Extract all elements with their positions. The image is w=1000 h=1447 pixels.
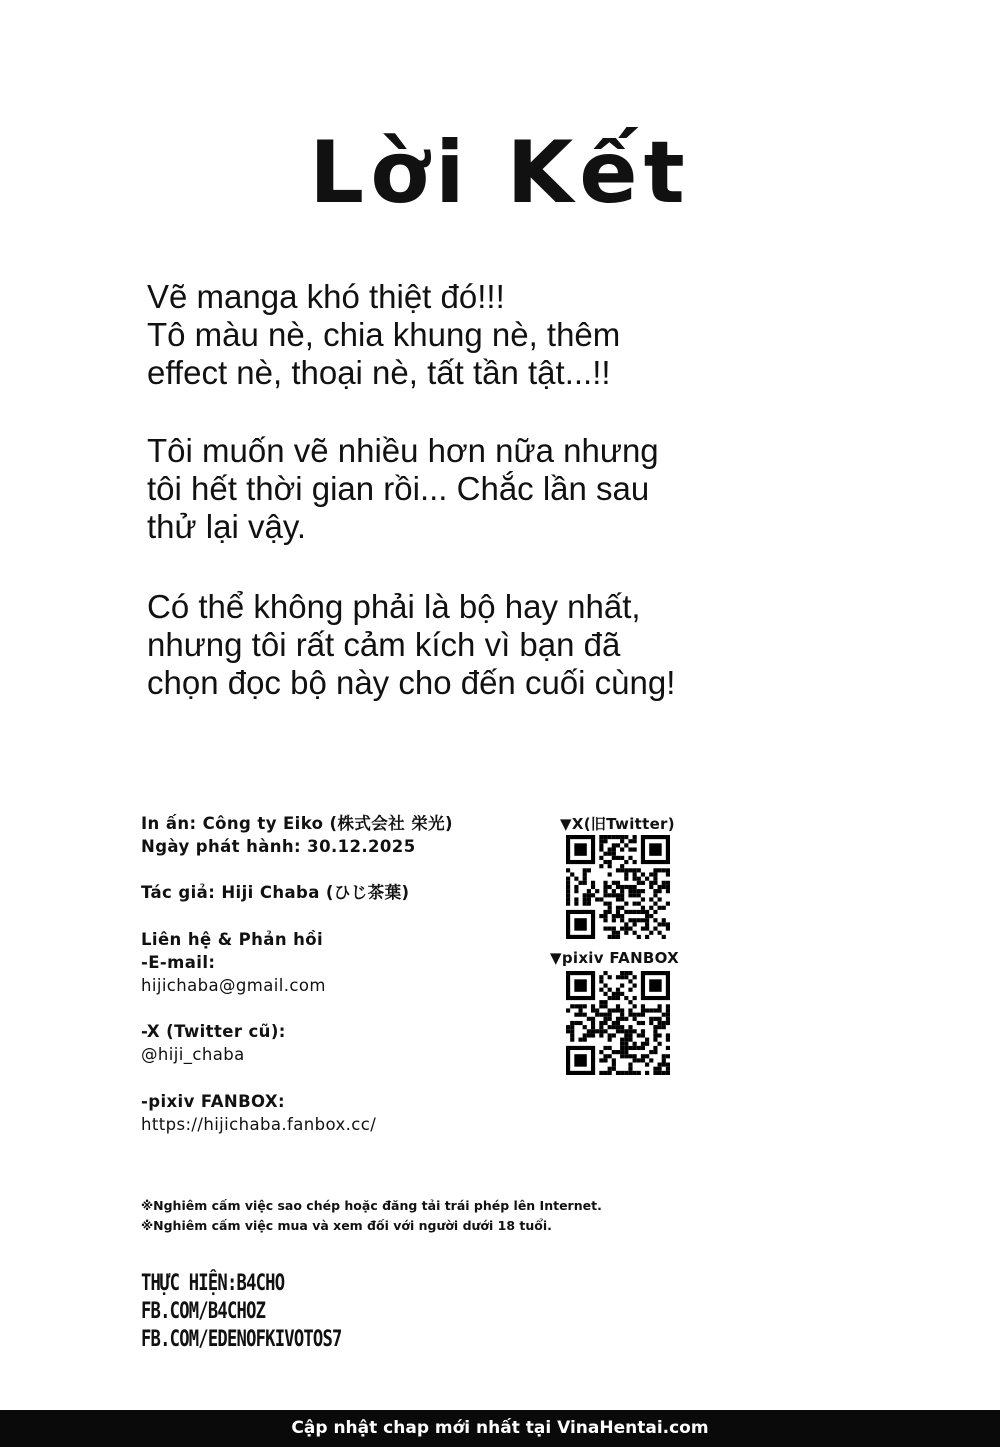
release-date: Ngày phát hành: 30.12.2025 bbox=[141, 837, 416, 856]
paragraph-line: Vẽ manga khó thiệt đó!!! bbox=[147, 278, 505, 315]
x-qr-code[interactable] bbox=[566, 835, 670, 939]
credit-line: FB.COM/B4CHOZ bbox=[141, 1299, 266, 1324]
fanbox-url[interactable]: https://hijichaba.fanbox.cc/ bbox=[141, 1115, 377, 1134]
translation-credits bbox=[141, 1270, 342, 1354]
x-handle[interactable]: @hiji_chaba bbox=[141, 1045, 245, 1064]
paragraph-line: chọn đọc bộ này cho đến cuối cùng! bbox=[147, 664, 676, 701]
email-label: -E-mail: bbox=[141, 953, 216, 972]
x-contact bbox=[141, 1020, 541, 1066]
note-copy: ※Nghiêm cấm việc sao chép hoặc đăng tải trái phép lên Internet. bbox=[141, 1198, 602, 1213]
contact-heading: Liên hệ & Phản hồi bbox=[141, 930, 324, 949]
afterword-paragraph-2 bbox=[147, 432, 787, 546]
legal-notes bbox=[141, 1196, 602, 1236]
note-age: ※Nghiêm cấm việc mua và xem đối với người dưới 18 tuổi. bbox=[141, 1218, 552, 1233]
paragraph-line: Tôi muốn vẽ nhiều hơn nữa nhưng bbox=[147, 432, 659, 469]
credit-line: THỰC HIỆN:B4CHO bbox=[141, 1271, 285, 1296]
author-info bbox=[141, 881, 541, 904]
fanbox-label: -pixiv FANBOX: bbox=[141, 1092, 286, 1111]
footer-banner[interactable]: Cập nhật chap mới nhất tại VinaHentai.com bbox=[0, 1410, 1000, 1447]
paragraph-line: thử lại vậy. bbox=[147, 508, 307, 545]
paragraph-line: Có thể không phải là bộ hay nhất, bbox=[147, 588, 641, 625]
fanbox-contact bbox=[141, 1090, 541, 1136]
afterword-paragraph-3 bbox=[147, 588, 787, 702]
qr-fanbox-label: ▼pixiv FANBOX bbox=[550, 949, 680, 967]
qr-x-label: ▼X(旧Twitter) bbox=[560, 815, 675, 833]
credit-line: FB.COM/EDENOFKIVOTOS7 bbox=[141, 1327, 342, 1352]
fanbox-qr-code[interactable] bbox=[566, 971, 670, 1075]
afterword-paragraph-1 bbox=[147, 278, 787, 392]
paragraph-line: effect nè, thoại nè, tất tần tật...!! bbox=[147, 354, 611, 391]
publication-info bbox=[141, 812, 541, 858]
printer-info: In ấn: Công ty Eiko (株式会社 栄光) bbox=[141, 814, 453, 833]
paragraph-line: tôi hết thời gian rồi... Chắc lần sau bbox=[147, 470, 650, 507]
author: Tác giả: Hiji Chaba (ひじ茶葉) bbox=[141, 883, 410, 902]
email-value[interactable]: hijichaba@gmail.com bbox=[141, 976, 326, 995]
paragraph-line: nhưng tôi rất cảm kích vì bạn đã bbox=[147, 626, 621, 663]
paragraph-line: Tô màu nè, chia khung nè, thêm bbox=[147, 316, 621, 353]
page-title: Lời Kết bbox=[309, 123, 691, 223]
x-label: -X (Twitter cũ): bbox=[141, 1022, 286, 1041]
contact-info bbox=[141, 928, 541, 997]
